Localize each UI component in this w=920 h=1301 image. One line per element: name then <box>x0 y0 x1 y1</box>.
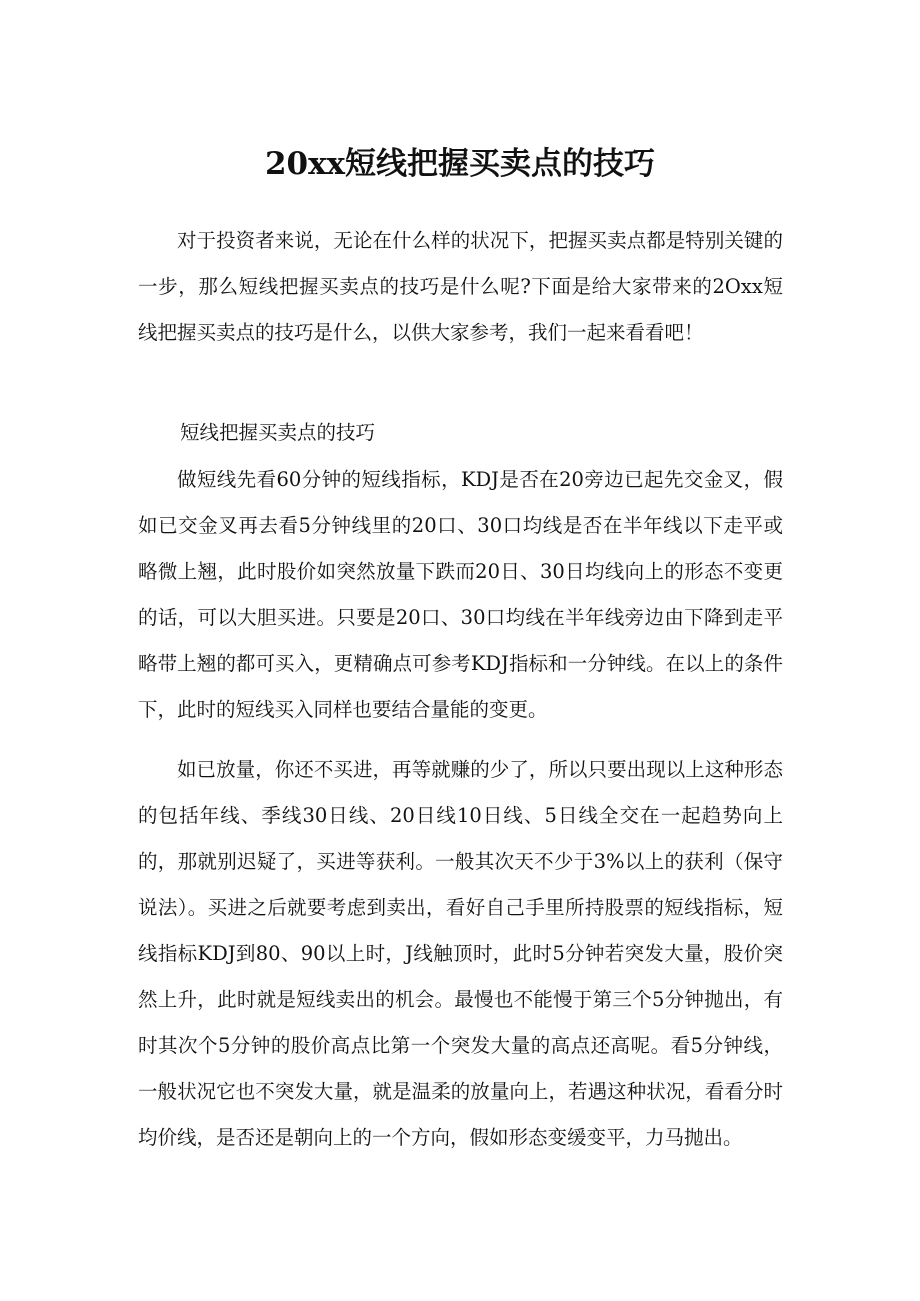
intro-paragraph: 对于投资者来说，无论在什么样的状况下，把握买卖点都是特别关键的一步，那么短线把握买卖点的技巧是什么呢?下面是给大家带来的2Oxx短线把握买卖点的技巧是什么，以供大家参考，我们一起来看看吧！ <box>138 229 783 344</box>
body-paragraph-1: 做短线先看60分钟的短线指标，KDJ是否在20旁边已起先交金叉，假如已交金叉再去看5分钟线里的20口、30口均线是否在半年线以下走平或略微上翘，此时股价如突然放量下跌而20日、30日均线向上的形态不变更的话，可以大胆买进。只要是20口、30口均线在半年线旁边由下降到走平略带上翘的都可买入，更精确点可参考KDJ指标和一分钟线。在以上的条件下，此时的短线买入同样也要结合量能的变更。 <box>138 468 783 721</box>
section-heading: 短线把握买卖点的技巧 <box>180 421 376 444</box>
document-title: 20xx短线把握买卖点的技巧 <box>264 146 656 182</box>
body-paragraph-2: 如已放量，你还不买进，再等就赚的少了，所以只要出现以上这种形态的包括年线、季线30日线、20日线10日线、5日线全交在一起趋势向上的，那就别迟疑了，买进等获利。一般其次天不少于3%以上的获利（保守说法）。买进之后就要考虑到卖出，看好自己手里所持股票的短线指标，短线指标KDJ到80、90以上时，J线触顶时，此时5分钟若突发大量，股价突然上升，此时就是短线卖出的机会。最慢也不能慢于第三个5分钟抛出，有时其次个5分钟的股价高点比第一个突发大量的高点还高呢。看5分钟线，一般状况它也不突发大量，就是温柔的放量向上，若遇这种状况，看看分时均价线，是否还是朝向上的一个方向，假如形态变缓变平，力马抛出。 <box>138 758 783 1149</box>
